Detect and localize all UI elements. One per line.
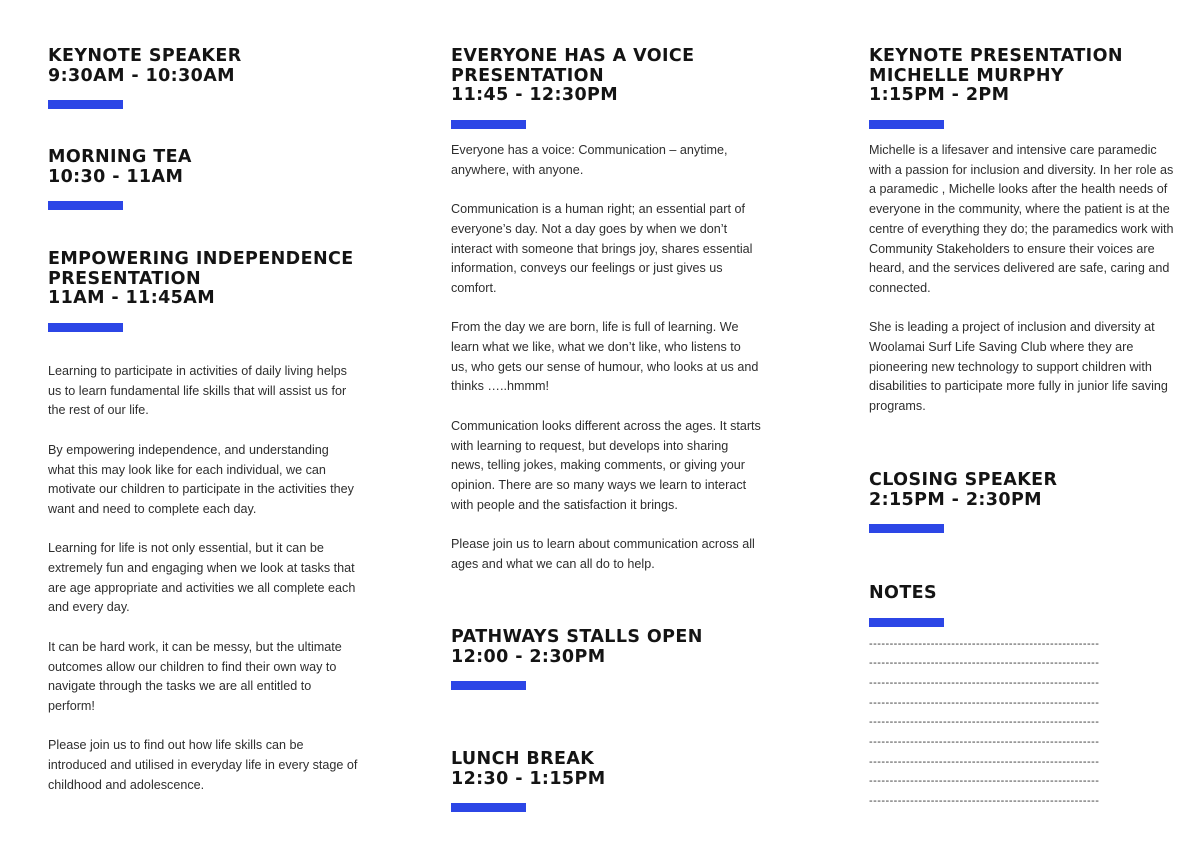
notes-line: -------------------------------------------------------- — [869, 795, 1100, 808]
section-time: 12:00 - 2:30PM — [451, 646, 606, 667]
notes-line: -------------------------------------------------------- — [869, 676, 1100, 689]
accent-bar — [48, 100, 123, 109]
notes-line: -------------------------------------------------------- — [869, 696, 1100, 709]
accent-bar — [48, 323, 123, 332]
paragraph: By empowering independence, and understanding what this may look like for each individual, we can motivate our children to participate in the activities they want and need to complete each day. — [48, 442, 354, 516]
accent-bar — [451, 681, 526, 690]
everyone-has-a-voice-section — [451, 47, 761, 129]
section-title: EVERYONE HAS A VOICE — [451, 46, 695, 66]
section-subtitle: PRESENTATION — [48, 268, 201, 289]
accent-bar — [451, 803, 526, 812]
paragraph: Everyone has a voice: Communication – anytime, anywhere, with anyone. — [451, 143, 728, 177]
section-time: 9:30AM - 10:30AM — [48, 65, 235, 86]
notes-line: -------------------------------------------------------- — [869, 736, 1100, 749]
notes-line: -------------------------------------------------------- — [869, 775, 1100, 788]
voice-description — [451, 141, 761, 574]
notes-line: -------------------------------------------------------- — [869, 716, 1100, 729]
paragraph: Please join us to find out how life skills can be introduced and utilised in everyday life in every stage of childhood and adolescence. — [48, 738, 358, 792]
paragraph: She is leading a project of inclusion and diversity at Woolamai Surf Life Saving Club where they are pioneering new technology to support children with disabilities to participate more fully in junior life saving programs. — [869, 320, 1168, 414]
speaker-name: MICHELLE MURPHY — [869, 65, 1064, 86]
empowering-independence-section — [48, 250, 358, 332]
keynote-presentation-section — [869, 47, 1179, 129]
paragraph: From the day we are born, life is full of learning. We learn what we like, what we don’t like, who listens to us, who gets our sense of humour, who looks at us and thinks …..hmmm! — [451, 320, 759, 394]
notes-line: -------------------------------------------------------- — [869, 657, 1100, 670]
closing-speaker-section — [869, 471, 1179, 533]
notes-line: -------------------------------------------------------- — [869, 637, 1100, 650]
notes-line: -------------------------------------------------------- — [869, 755, 1100, 768]
morning-tea-section — [48, 148, 358, 210]
paragraph: Communication is a human right; an essential part of everyone’s day. Not a day goes by when we don’t interact with someone that brings joy, shares essential information, conveys our feelings or just gives us comfort. — [451, 202, 753, 295]
paragraph: It can be hard work, it can be messy, but the ultimate outcomes allow our children to find their own way to navigate through the tasks we are all entitled to perform! — [48, 639, 342, 713]
keynote-speaker-section — [48, 47, 358, 109]
section-title: EMPOWERING INDEPENDENCE — [48, 249, 354, 269]
section-title: KEYNOTE PRESENTATION — [869, 46, 1123, 66]
section-time: 1:15PM - 2PM — [869, 85, 1010, 105]
accent-bar — [869, 524, 944, 533]
section-title: CLOSING SPEAKER — [869, 470, 1058, 490]
accent-bar — [451, 120, 526, 129]
paragraph: Communication looks different across the ages. It starts with learning to request, but develops into sharing news, telling jokes, making comments, or giving your opinion. There are so many ways we learn to interact with people and the satisfaction it brings. — [451, 418, 761, 512]
accent-bar — [869, 120, 944, 129]
paragraph: Learning to participate in activities of daily living helps us to learn fundamental life skills that will assist us for the rest of our life. — [48, 364, 347, 418]
pathways-stalls-section — [451, 628, 761, 690]
paragraph: Please join us to learn about communication across all ages and what we can all do to help. — [451, 537, 755, 571]
empowering-description — [48, 362, 358, 795]
section-time: 2:15PM - 2:30PM — [869, 489, 1042, 510]
section-title: LUNCH BREAK — [451, 749, 595, 769]
section-time: 12:30 - 1:15PM — [451, 768, 606, 789]
notes-lines — [869, 635, 1179, 812]
notes-section — [869, 584, 1179, 812]
section-title: PATHWAYS STALLS OPEN — [451, 627, 703, 647]
paragraph: Learning for life is not only essential, but it can be extremely fun and engaging when we look at tasks that are age appropriate and activities we all complete each and every day. — [48, 541, 356, 615]
section-time: 11AM - 11:45AM — [48, 288, 216, 308]
section-time: 11:45 - 12:30PM — [451, 85, 619, 105]
keynote-presentation-description — [869, 141, 1179, 417]
accent-bar — [869, 618, 944, 627]
section-title: NOTES — [869, 583, 938, 603]
section-title: KEYNOTE SPEAKER — [48, 46, 242, 66]
section-title: MORNING TEA — [48, 147, 192, 167]
accent-bar — [48, 201, 123, 210]
section-subtitle: PRESENTATION — [451, 65, 604, 86]
section-time: 10:30 - 11AM — [48, 166, 184, 187]
paragraph: Michelle is a lifesaver and intensive care paramedic with a passion for inclusion and diversity. In her role as a paramedic , Michelle looks after the health needs of everyone in the community, where the patient is at the centre of everything they do; the paramedics work with Community Stakeholders to ensure their voices are heard, and the services delivered are safe, caring and connected. — [869, 143, 1174, 295]
lunch-break-section — [451, 750, 761, 812]
